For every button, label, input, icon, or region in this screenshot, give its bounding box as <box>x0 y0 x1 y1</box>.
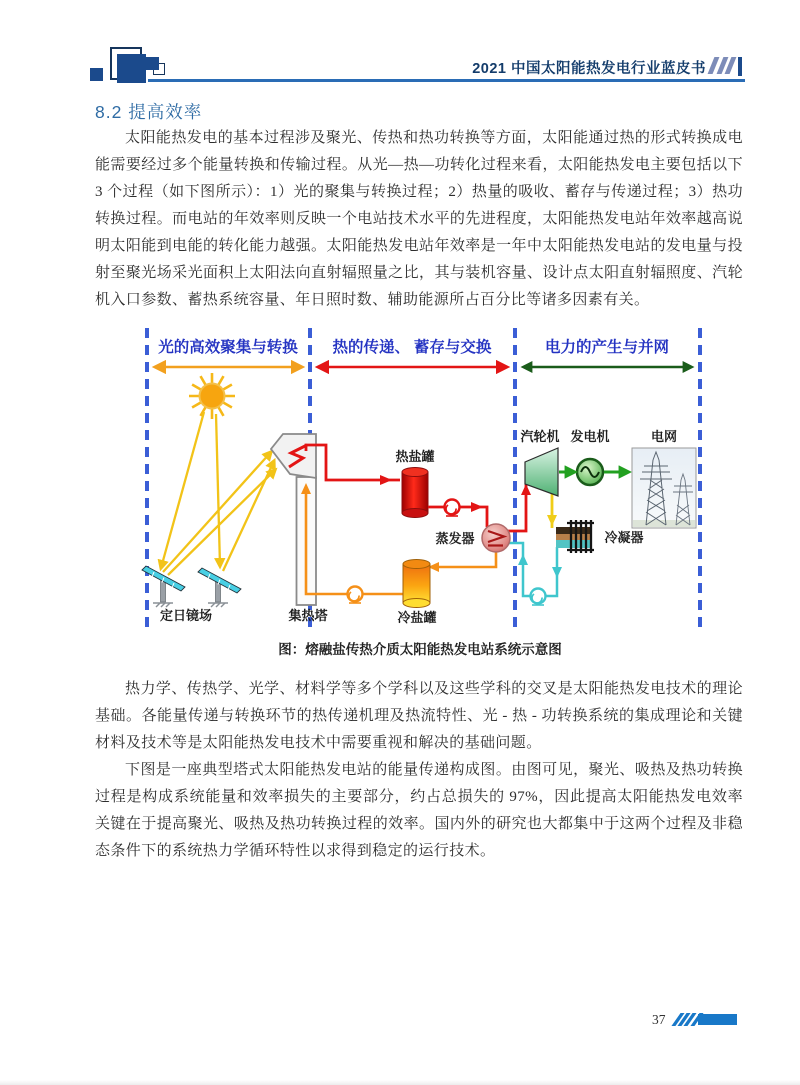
label-heliostat-field: 定日镜场 <box>159 608 213 623</box>
header-rule <box>148 79 745 82</box>
bar-icon <box>738 57 743 76</box>
right-arrow <box>380 475 392 485</box>
header-title: 2021 中国太阳能热发电行业蓝皮书 <box>472 61 706 77</box>
ground-hatch <box>153 603 228 607</box>
label-turbine: 汽轮机 <box>520 429 560 444</box>
label-grid: 电网 <box>650 429 678 444</box>
section-heading: 8.2 提高效率 <box>95 102 203 122</box>
label-condenser: 冷凝器 <box>604 530 644 545</box>
tower-receiver <box>271 434 316 478</box>
label-generator: 发电机 <box>570 429 610 444</box>
label-cold-tank: 冷盐罐 <box>397 610 437 625</box>
receiver-to-hot-tank-pipe <box>306 445 400 480</box>
exhaust-steam-pipe <box>547 494 557 528</box>
hot-salt-tank <box>402 468 428 518</box>
paragraph-1: 太阳能热发电的基本过程涉及聚光、传热和热功转换等方面，太阳能通过热的形式转换成电能需要经过多个能量转换和传输过程。从光—热—功转化过程来看，太阳能热发电主要包括以下 3 个过程（如下图所示）：1）光的聚集与转换过程；2）热量的吸收、蓄存与传递过程；3）热功转换过程。而电站的年效率则反映一个电站技术水平的先进程度，太阳能热发电站年效率越高说明太阳能到电能的转化能力越强。太阳能热发电站年效率是一年中太阳能热发电站的发电量与投射至聚光场采光面积上太阳法向直射辐照量之比，其与装机容量、设计点太阳直射辐照度、汽轮机入口参数、蓄热系统容量、年日照时数、辅助能源所占百分比等诸多因素有关。 <box>95 130 743 308</box>
zone-title-light: 光的高效聚集与转换 <box>158 339 298 356</box>
salt-return-pipe <box>428 552 496 572</box>
page-header <box>0 0 800 95</box>
steam-turbine <box>525 448 558 496</box>
figure-caption: 图：熔融盐传热介质太阳能热发电站系统示意图 <box>278 642 562 657</box>
condenser <box>556 520 594 553</box>
label-evaporator: 蒸发器 <box>435 531 475 546</box>
ray-sun-to-mirror2 <box>216 414 220 566</box>
heliostat-field <box>142 566 241 607</box>
down-arrow <box>552 567 562 578</box>
light-rays <box>161 412 275 575</box>
zone-title-heat: 热的传递、 蓄存与交换 <box>332 339 492 356</box>
cold-salt-tank <box>403 560 430 608</box>
page-footer <box>0 1010 800 1030</box>
generator <box>577 459 603 485</box>
paragraph-2: 热力学、传热学、光学、材料学等多个学科以及这些学科的交叉是太阳能热发电技术的理论基础。各能量传递与转换环节的热传递机理及热流特性、光 - 热 - 功转换系统的集成理论和关键材料及技术等是太阳能热发电技术中需要重视和解决的基础问题。 <box>95 681 743 751</box>
down-arrow <box>547 515 557 526</box>
page-bottom-edge <box>0 1080 800 1085</box>
condenser-tube-bundle-icon <box>567 520 594 553</box>
footer-bar <box>698 1014 737 1025</box>
system-diagram <box>140 322 710 642</box>
sun-icon <box>189 373 235 419</box>
zone-title-power: 电力的产生与并网 <box>544 339 670 356</box>
header-slashes-icon <box>711 57 742 76</box>
logo-square-main <box>117 54 146 83</box>
logo-square-small-left <box>90 68 103 81</box>
page-number: 37 <box>652 1012 666 1027</box>
power-grid-image <box>632 448 696 528</box>
logo-square-small-right <box>146 57 159 70</box>
label-tower: 集热塔 <box>288 608 328 623</box>
paragraph-3: 下图是一座典型塔式太阳能热发电站的能量传递构成图。由图可见，聚光、吸热及热功转换过程是构成系统能量和效率损失的主要部分，约占总损失的 97%，因此提高太阳能热发电效率关键在于提高聚光、吸热及热功转换过程的效率。国内外的研究也大都集中于这两个过程及非稳态条件下的系统热力学循环特性以求得到稳定的运行技术。 <box>95 762 743 859</box>
system-diagram-svg <box>140 322 710 642</box>
up-arrow <box>518 554 528 565</box>
label-hot-tank: 热盐罐 <box>395 449 435 464</box>
evaporator <box>482 524 510 552</box>
right-arrow <box>471 502 483 512</box>
